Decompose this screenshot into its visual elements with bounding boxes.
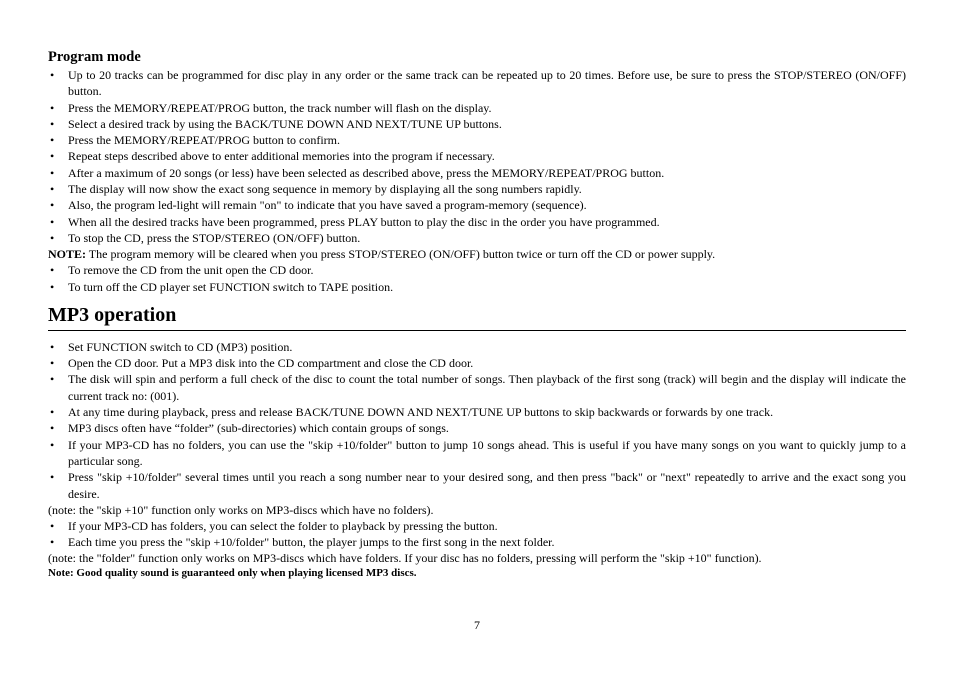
sound-quality-note: Note: Good quality sound is guaranteed only when playing licensed MP3 discs. — [48, 567, 417, 580]
skip-note: (note: the "skip +10" function only works on MP3-discs which have no folders). — [48, 502, 434, 517]
list-item: • At any time during playback, press and release BACK/TUNE DOWN AND NEXT/TUNE UP buttons to skip backwards or forwards by one track. — [48, 404, 906, 420]
list-item: • Select a desired track by using the BACK/TUNE DOWN AND NEXT/TUNE UP buttons. — [48, 116, 906, 132]
list-item: • If your MP3-CD has no folders, you can use the "skip +10/folder" button to jump 10 songs ahead. This is useful if you have many songs on you want to quickly jump to a particular song. — [48, 437, 906, 470]
manual-page — [48, 48, 906, 580]
program-mode-heading: Program mode — [48, 49, 141, 65]
mp3-operation-list — [48, 339, 906, 502]
folder-note: (note: the "folder" function only works on MP3-discs which have folders. If your disc has no folders, pressing will perform the "skip +10" function). — [48, 551, 762, 566]
list-item: • If your MP3-CD has folders, you can select the folder to playback by pressing the button. — [48, 518, 906, 534]
page-number: 7 — [474, 618, 480, 632]
list-item: • Press the MEMORY/REPEAT/PROG button to confirm. — [48, 132, 906, 148]
section-divider — [48, 330, 906, 331]
note-label: NOTE: — [48, 247, 87, 262]
list-item: • After a maximum of 20 songs (or less) have been selected as described above, press the MEMORY/REPEAT/PROG button. — [48, 165, 906, 181]
list-item: • Open the CD door. Put a MP3 disk into the CD compartment and close the CD door. — [48, 355, 906, 371]
mp3-operation-heading: MP3 operation — [48, 303, 177, 326]
note-text: The program memory will be cleared when you press STOP/STEREO (ON/OFF) button twice or turn off the CD or power supply. — [86, 247, 716, 262]
list-item: • Up to 20 tracks can be programmed for disc play in any order or the same track can be repeated up to 20 times. Before use, be sure to press the STOP/STEREO (ON/OFF) button. — [48, 67, 906, 100]
list-item: • Each time you press the "skip +10/folder" button, the player jumps to the first song in the next folder. — [48, 534, 906, 550]
list-item: • Set FUNCTION switch to CD (MP3) position. — [48, 339, 906, 355]
mp3-folder-list — [48, 518, 906, 551]
list-item: • To remove the CD from the unit open the CD door. — [48, 262, 906, 278]
cd-removal-list — [48, 262, 906, 295]
program-mode-list — [48, 67, 906, 246]
list-item: • The disk will spin and perform a full check of the disc to count the total number of songs. Then playback of the first song (track) will begin and the display will indicate the current track no: (001). — [48, 371, 906, 404]
list-item: • Press "skip +10/folder" several times until you reach a song number near to your desired song, and then press "back" or "next" repeatedly to arrive and the exact song you desire. — [48, 469, 906, 502]
list-item: • MP3 discs often have “folder” (sub-directories) which contain groups of songs. — [48, 420, 906, 436]
list-item: • When all the desired tracks have been programmed, press PLAY button to play the disc in the order you have programmed. — [48, 214, 906, 230]
list-item: • The display will now show the exact song sequence in memory by displaying all the song numbers rapidly. — [48, 181, 906, 197]
list-item: • Press the MEMORY/REPEAT/PROG button, the track number will flash on the display. — [48, 100, 906, 116]
list-item: • Repeat steps described above to enter additional memories into the program if necessary. — [48, 148, 906, 164]
list-item: • Also, the program led-light will remain "on" to indicate that you have saved a program-memory (sequence). — [48, 197, 906, 213]
program-memory-note — [48, 246, 906, 262]
list-item: • To stop the CD, press the STOP/STEREO (ON/OFF) button. — [48, 230, 906, 246]
list-item: • To turn off the CD player set FUNCTION switch to TAPE position. — [48, 279, 906, 295]
